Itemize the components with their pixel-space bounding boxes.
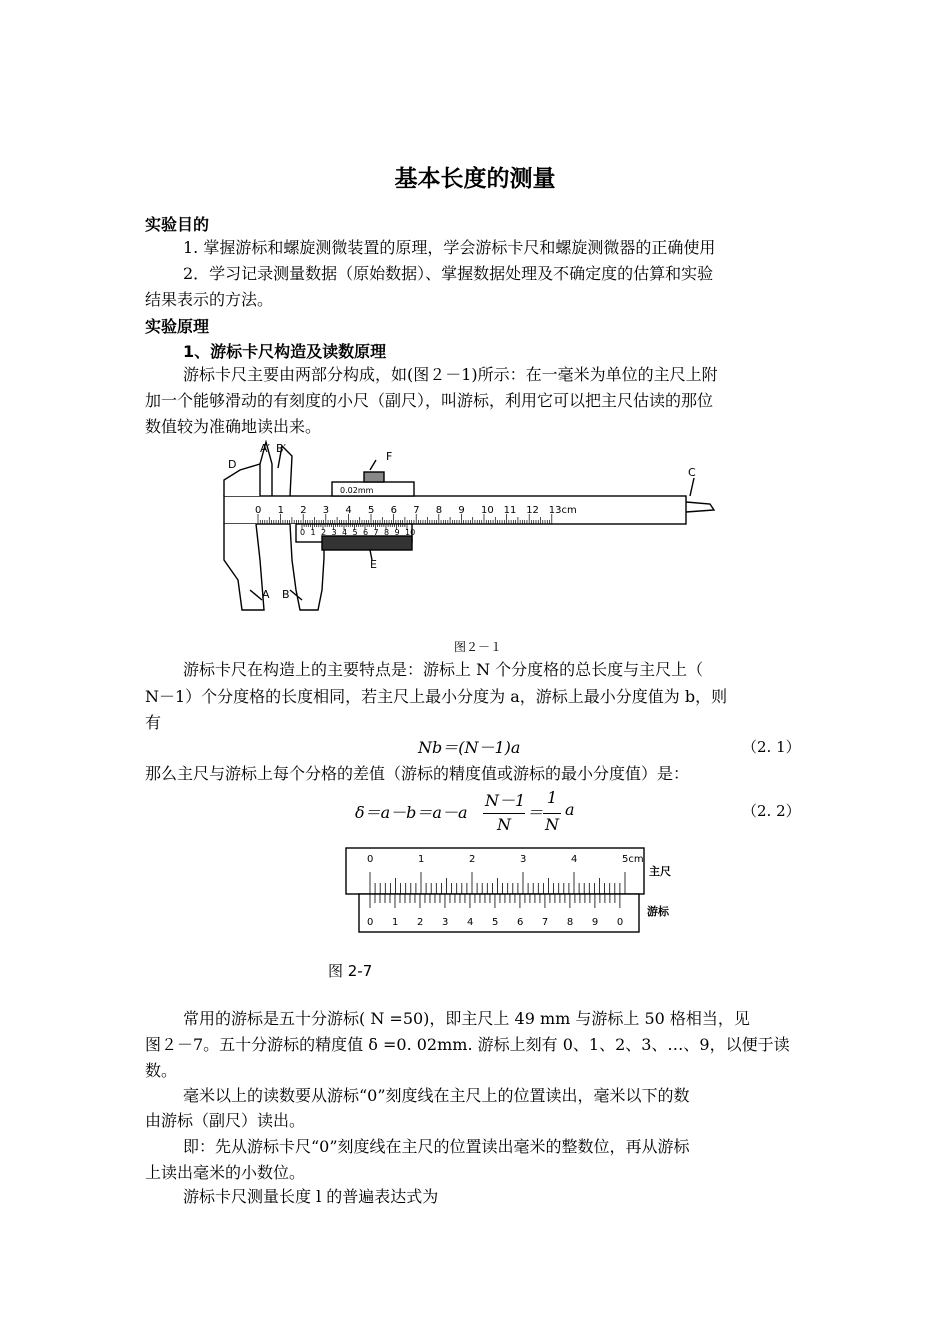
caliper-main-number: 9 (458, 505, 465, 516)
caliper-main-number: 12 (526, 505, 539, 516)
caliper-main-number: 3 (322, 505, 330, 516)
caliper-main-number: 8 (435, 505, 443, 516)
caliper-main-number: 5 (368, 505, 375, 516)
caliper-vernier-number: 3 (331, 528, 337, 537)
eq2-frac2-num: 1 (547, 788, 558, 807)
paragraph-5-line-2: 由游标（副尺）读出。 (145, 1111, 306, 1130)
caliper-main-number: 7 (413, 505, 420, 516)
label-d: D (228, 458, 237, 471)
eq2-left: δ＝a－b＝a－a (355, 803, 468, 822)
paragraph-1-line-3: 数值较为准确地读出来。 (145, 417, 322, 436)
paragraph-2-line-1: 游标卡尺在构造上的主要特点是：游标上 N 个分度格的总长度与主尺上（ (183, 660, 704, 679)
paragraph-4-line-2: 图２－7。五十分游标的精度值 δ =0. 02mm. 游标上刻有 0、1、2、3、…、9，以便于读 (145, 1035, 790, 1054)
label-f: F (386, 450, 393, 463)
caliper-vernier-number: 1 (310, 528, 316, 537)
caliper-vernier-number: 8 (384, 528, 390, 537)
caliper-vernier-number: 2 (321, 528, 327, 537)
label-a-prime: A′ (260, 442, 271, 455)
label-a: A (262, 588, 270, 601)
vernier-number: 1 (391, 917, 399, 928)
purpose-item-2-cont: 结果表示的方法。 (145, 290, 274, 309)
purpose-item-2: 2．学习记录测量数据（原始数据）、掌握数据处理及不确定度的估算和实验 (183, 264, 714, 283)
main-scale-number: 1 (418, 854, 425, 865)
vernier-number: 0 (616, 917, 624, 928)
caliper-main-number: 10 (481, 505, 494, 516)
main-scale-number: 5cm (622, 854, 644, 865)
equation-2-2-number: （2. 2） (742, 802, 801, 820)
purpose-item-1: 1. 掌握游标和螺旋测微装置的原理，学会游标卡尺和螺旋测微器的正确使用 (183, 238, 716, 257)
vernier-number: 3 (441, 917, 449, 928)
paragraph-4-line-3: 数。 (145, 1061, 178, 1080)
subsection-heading: 1、游标卡尺构造及读数原理 (183, 342, 387, 361)
caliper-vernier-number: 7 (373, 528, 379, 537)
vernier-caliper-figure (220, 440, 720, 615)
caliper-vernier-number: 4 (342, 528, 348, 537)
page-title: 基本长度的测量 (394, 166, 556, 192)
figure-1-caption: 图２－１ (454, 640, 503, 654)
figure-2-caption: 图 2-7 (328, 962, 373, 980)
caliper-vernier-number: 5 (352, 528, 358, 537)
caliper-main-number: 0 (255, 505, 262, 516)
label-b: B (282, 588, 290, 601)
caliper-vernier-number: 6 (363, 528, 369, 537)
vernier-number: 6 (516, 917, 524, 928)
paragraph-2-line-3: 有 (145, 713, 162, 732)
precision-label: 0.02mm (340, 486, 374, 495)
paragraph-2-line-2: N－1）个分度格的长度相同，若主尺上最小分度为 a，游标上最小分度值为 b，则 (145, 687, 728, 706)
eq2-equals: ＝ (527, 803, 544, 822)
principle-heading: 实验原理 (145, 317, 210, 336)
equation-2-1-number: （2. 1） (742, 738, 801, 756)
eq2-frac1-num: N－1 (485, 791, 526, 810)
paragraph-4-line-1: 常用的游标是五十分游标( N =50)，即主尺上 49 mm 与游标上 50 格相当，见 (183, 1009, 750, 1028)
main-scale-label: 主尺 (649, 865, 671, 878)
paragraph-6-line-2: 上读出毫米的小数位。 (145, 1163, 306, 1182)
paragraph-7: 游标卡尺测量长度 l 的普遍表达式为 (183, 1187, 439, 1206)
vernier-label: 游标 (647, 905, 669, 918)
caliper-main-number: 11 (503, 505, 517, 516)
caliper-main-number: 4 (345, 505, 352, 516)
vernier-number: 5 (491, 917, 499, 928)
main-scale-number: 0 (367, 854, 374, 865)
main-scale-number: 4 (571, 854, 578, 865)
paragraph-1-line-1: 游标卡尺主要由两部分构成，如(图２－1)所示：在一毫米为单位的主尺上附 (183, 365, 718, 384)
main-scale-number: 3 (520, 854, 527, 865)
label-c: C (688, 466, 696, 479)
label-e: E (370, 558, 377, 571)
eq2-frac1-den: N (497, 815, 511, 834)
purpose-heading: 实验目的 (145, 215, 210, 234)
caliper-vernier-number: 0 (300, 528, 306, 537)
paragraph-6-line-1: 即：先从游标卡尺“0”刻度线在主尺的位置读出毫米的整数位，再从游标 (183, 1137, 690, 1156)
paragraph-5-line-1: 毫米以上的读数要从游标“0”刻度线在主尺上的位置读出，毫米以下的数 (183, 1086, 690, 1105)
eq2-frac2-den: N (545, 815, 559, 834)
caliper-vernier-number: 9 (394, 528, 400, 537)
vernier-scale-figure (345, 845, 685, 935)
label-b-prime: B′ (276, 442, 287, 455)
eq2-right: a (565, 800, 575, 819)
paragraph-3: 那么主尺与游标上每个分格的差值（游标的精度值或游标的最小分度值）是： (145, 764, 690, 783)
caliper-main-number: 13cm (548, 505, 577, 516)
vernier-number: 2 (416, 917, 424, 928)
vernier-number: 9 (591, 917, 599, 928)
caliper-main-number: 6 (390, 505, 397, 516)
equation-2-1: Nb＝(N－1)a (418, 738, 521, 757)
caliper-main-number: 2 (300, 505, 307, 516)
vernier-number: 0 (367, 917, 374, 928)
caliper-vernier-number: 10 (405, 528, 416, 537)
paragraph-1-line-2: 加一个能够滑动的有刻度的小尺（副尺），叫游标，利用它可以把主尺估读的那位 (145, 391, 714, 410)
vernier-number: 8 (566, 917, 574, 928)
caliper-main-number: 1 (277, 505, 284, 516)
vernier-number: 4 (466, 917, 474, 928)
vernier-number: 7 (541, 917, 549, 928)
main-scale-number: 2 (469, 854, 476, 865)
